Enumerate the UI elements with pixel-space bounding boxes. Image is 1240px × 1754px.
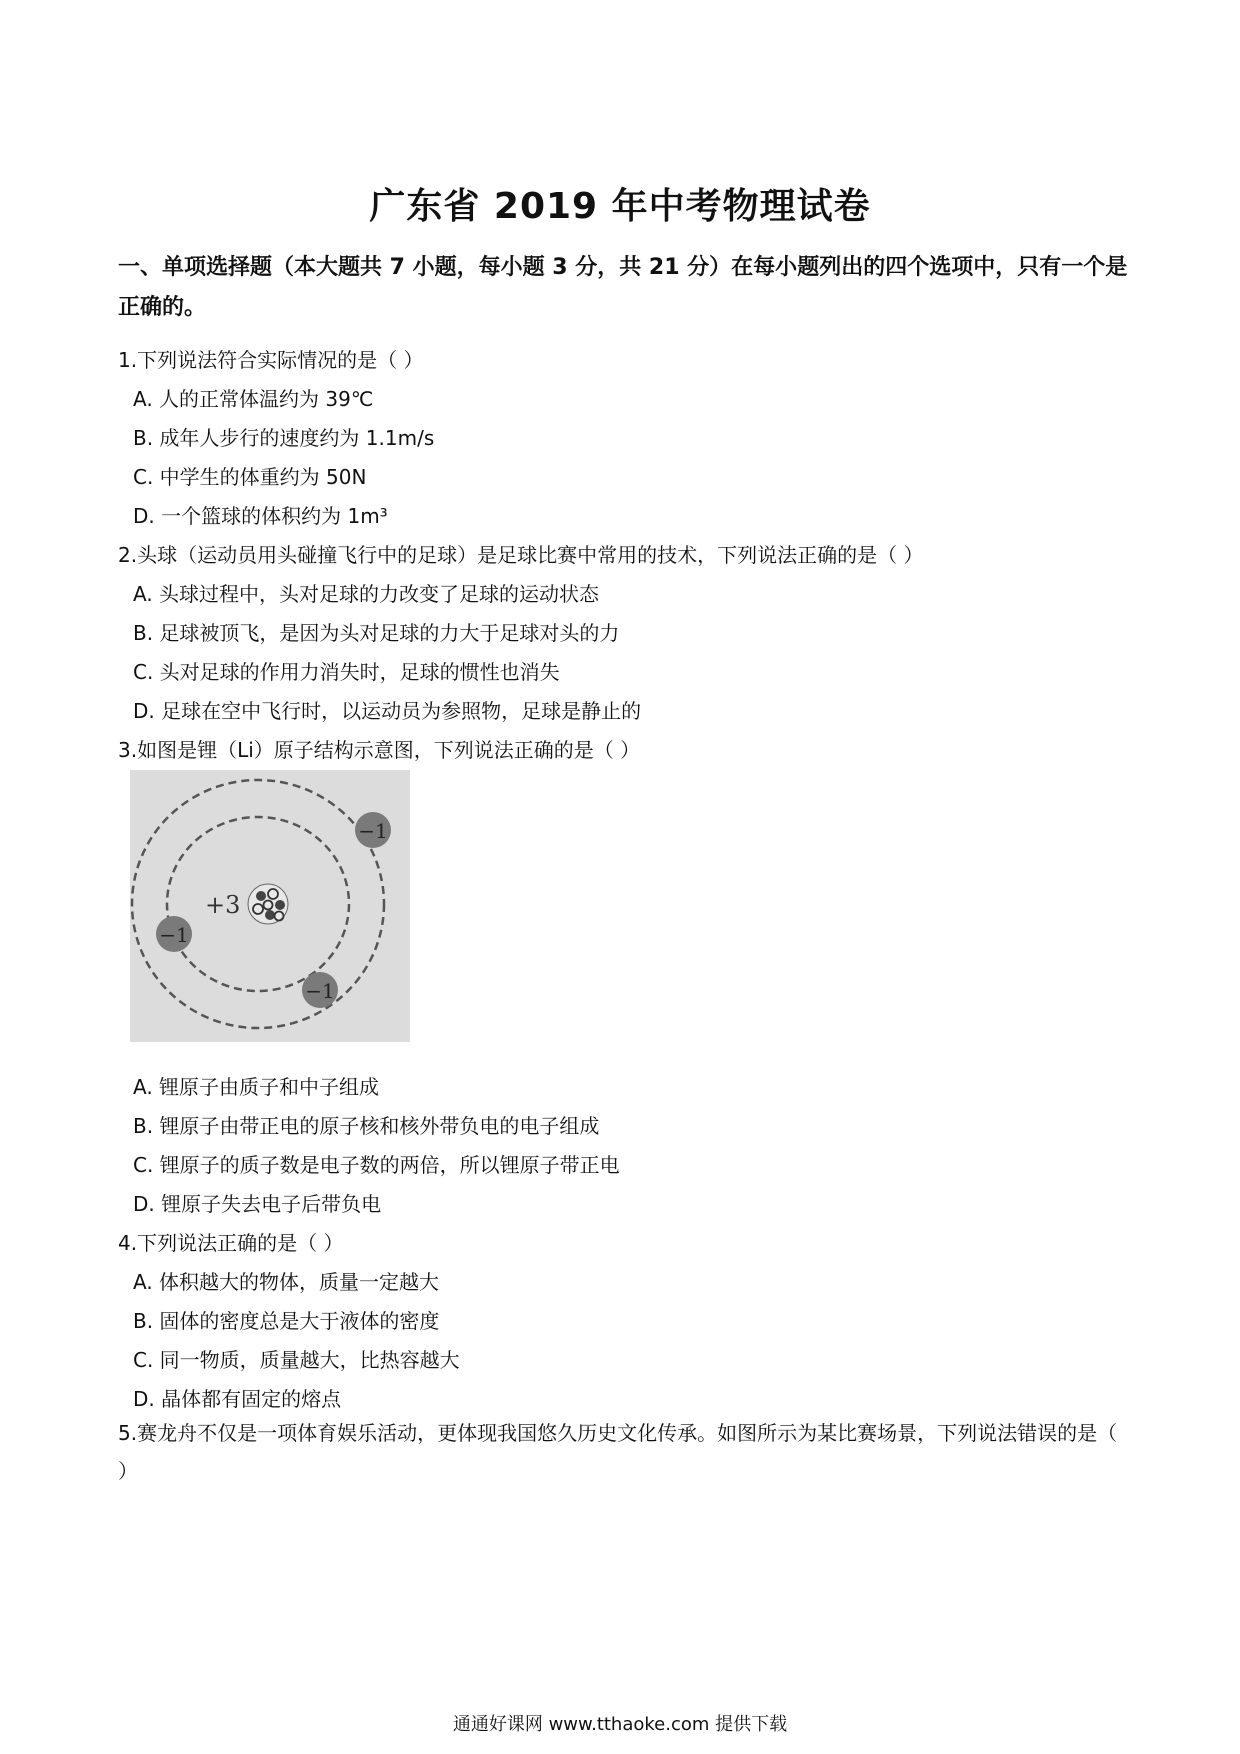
- question-3-option-b: B. 锂原子由带正电的原子核和核外带负电的电子组成: [133, 1114, 600, 1138]
- question-1-option-c: C. 中学生的体重约为 50N: [133, 465, 367, 489]
- question-3-option-d: D. 锂原子失去电子后带负电: [133, 1192, 382, 1216]
- question-1-option-a: A. 人的正常体温约为 39℃: [133, 387, 374, 411]
- question-3-stem: 3.如图是锂（Li）原子结构示意图，下列说法正确的是（ ）: [118, 738, 641, 762]
- question-3-option-a: A. 锂原子由质子和中子组成: [133, 1075, 380, 1099]
- electron-charge-label: −1: [358, 819, 388, 843]
- question-1-option-b: B. 成年人步行的速度约为 1.1m/s: [133, 426, 435, 450]
- lithium-atom-diagram: [130, 770, 410, 1042]
- electron-top-right: [355, 812, 391, 848]
- question-2-option-a: A. 头球过程中，头对足球的力改变了足球的运动状态: [133, 582, 600, 606]
- question-4-option-a: A. 体积越大的物体，质量一定越大: [133, 1270, 440, 1294]
- question-1-stem: 1.下列说法符合实际情况的是（ ）: [118, 348, 424, 372]
- question-5-stem: 5.赛龙舟不仅是一项体育娱乐活动，更体现我国悠久历史文化传承。如图所示为某比赛场景，下列说法错误的是（ ）: [118, 1421, 1118, 1483]
- question-2-stem: 2.头球（运动员用头碰撞飞行中的足球）是足球比赛中常用的技术，下列说法正确的是（ ）: [118, 543, 924, 567]
- electron-left: [156, 916, 192, 952]
- question-4-option-d: D. 晶体都有固定的熔点: [133, 1387, 342, 1411]
- electron-bottom: [302, 972, 338, 1008]
- page-footer: 通通好课网 www.tthaoke.com 提供下载: [452, 1714, 788, 1735]
- question-2-option-b: B. 足球被顶飞，是因为头对足球的力大于足球对头的力: [133, 621, 620, 645]
- question-4-option-c: C. 同一物质，质量越大，比热容越大: [133, 1348, 460, 1372]
- question-4-stem: 4.下列说法正确的是（ ）: [118, 1231, 344, 1255]
- electron-charge-label: −1: [159, 923, 189, 947]
- nucleus: [248, 884, 288, 924]
- electron-charge-label: −1: [305, 979, 335, 1003]
- question-3-option-c: C. 锂原子的质子数是电子数的两倍，所以锂原子带正电: [133, 1153, 620, 1177]
- page-title: 广东省 2019 年中考物理试卷: [369, 186, 871, 227]
- section-heading: 一、单项选择题（本大题共 7 小题，每小题 3 分，共 21 分）在每小题列出的四个选项中，只有一个是正确的。: [118, 255, 1128, 320]
- question-2-option-c: C. 头对足球的作用力消失时，足球的惯性也消失: [133, 660, 560, 684]
- question-1-option-d: D. 一个篮球的体积约为 1m³: [133, 504, 388, 528]
- question-2-option-d: D. 足球在空中飞行时，以运动员为参照物，足球是静止的: [133, 699, 642, 723]
- question-4-option-b: B. 固体的密度总是大于液体的密度: [133, 1309, 440, 1333]
- nucleus-charge-label: +3: [205, 891, 241, 919]
